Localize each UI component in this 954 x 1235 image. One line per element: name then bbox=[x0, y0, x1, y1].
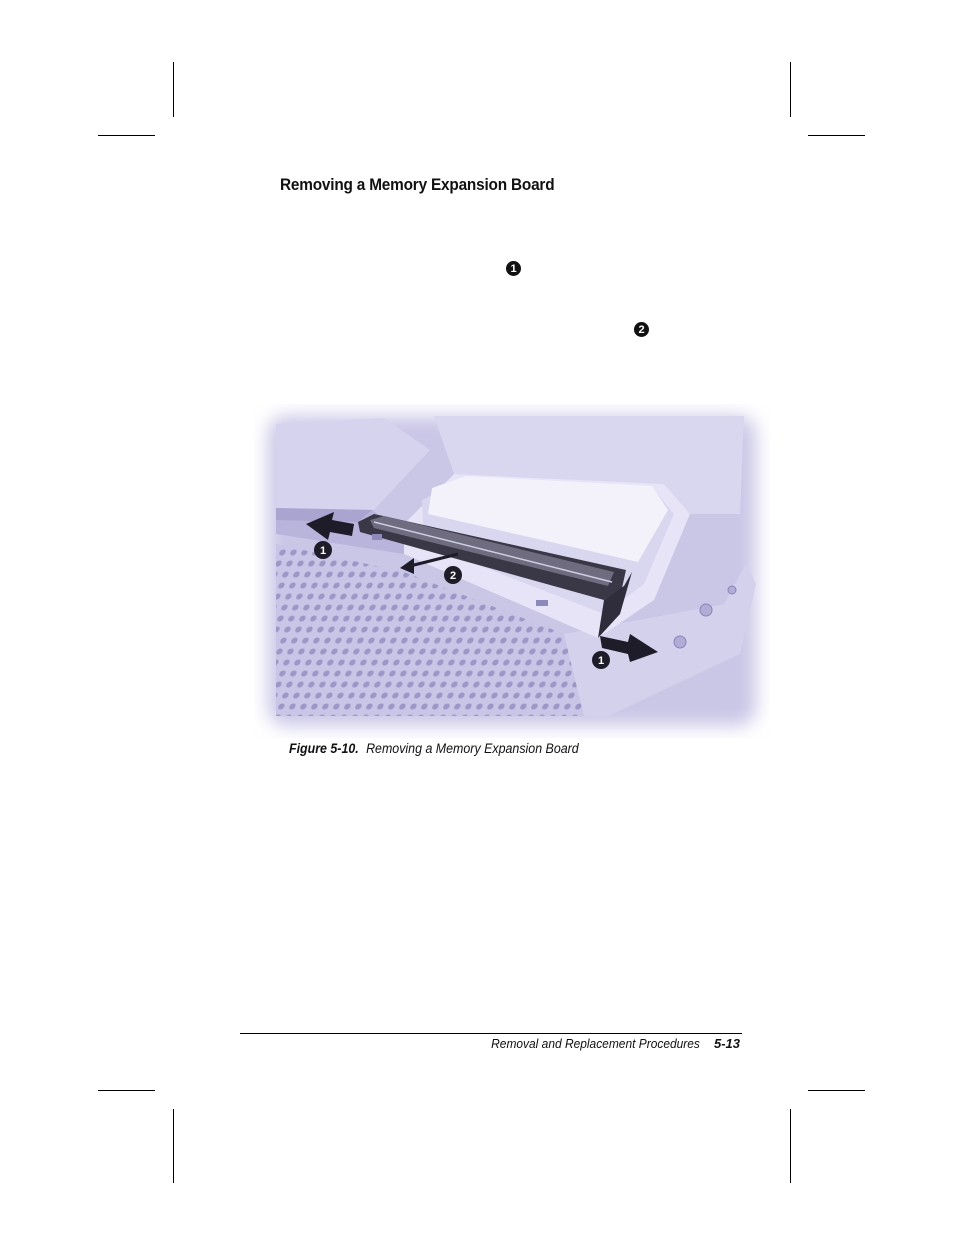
callout-1-marker: 1 bbox=[506, 261, 521, 276]
figure-caption bbox=[289, 741, 579, 756]
crop-mark-top-right-vertical bbox=[790, 62, 791, 117]
page-footer bbox=[436, 1036, 740, 1051]
memory-board-illustration bbox=[254, 404, 770, 738]
crop-mark-bottom-left-horizontal bbox=[98, 1090, 155, 1091]
section-heading: Removing a Memory Expansion Board bbox=[280, 176, 555, 194]
crop-mark-top-left-vertical bbox=[173, 62, 174, 117]
figure-caption-label: Figure 5-10. bbox=[289, 741, 359, 756]
figure-caption-text: Removing a Memory Expansion Board bbox=[366, 741, 579, 756]
callout-2-marker: 2 bbox=[634, 322, 649, 337]
svg-text:1: 1 bbox=[597, 655, 605, 667]
footer-rule bbox=[240, 1033, 742, 1034]
svg-text:2: 2 bbox=[449, 570, 457, 582]
footer-page-number: 5-13 bbox=[713, 1036, 740, 1051]
figure-callout-2 bbox=[444, 566, 462, 584]
footer-section-title: Removal and Replacement Procedures bbox=[491, 1036, 700, 1051]
svg-text:1: 1 bbox=[319, 545, 327, 557]
figure-callout-1-right bbox=[592, 651, 610, 669]
figure-callout-1-left bbox=[314, 541, 332, 559]
crop-mark-bottom-right-horizontal bbox=[808, 1090, 865, 1091]
crop-mark-bottom-left-vertical bbox=[173, 1109, 174, 1183]
crop-mark-top-left-horizontal bbox=[98, 135, 155, 136]
crop-mark-bottom-right-vertical bbox=[790, 1109, 791, 1183]
crop-mark-top-right-horizontal bbox=[808, 135, 865, 136]
